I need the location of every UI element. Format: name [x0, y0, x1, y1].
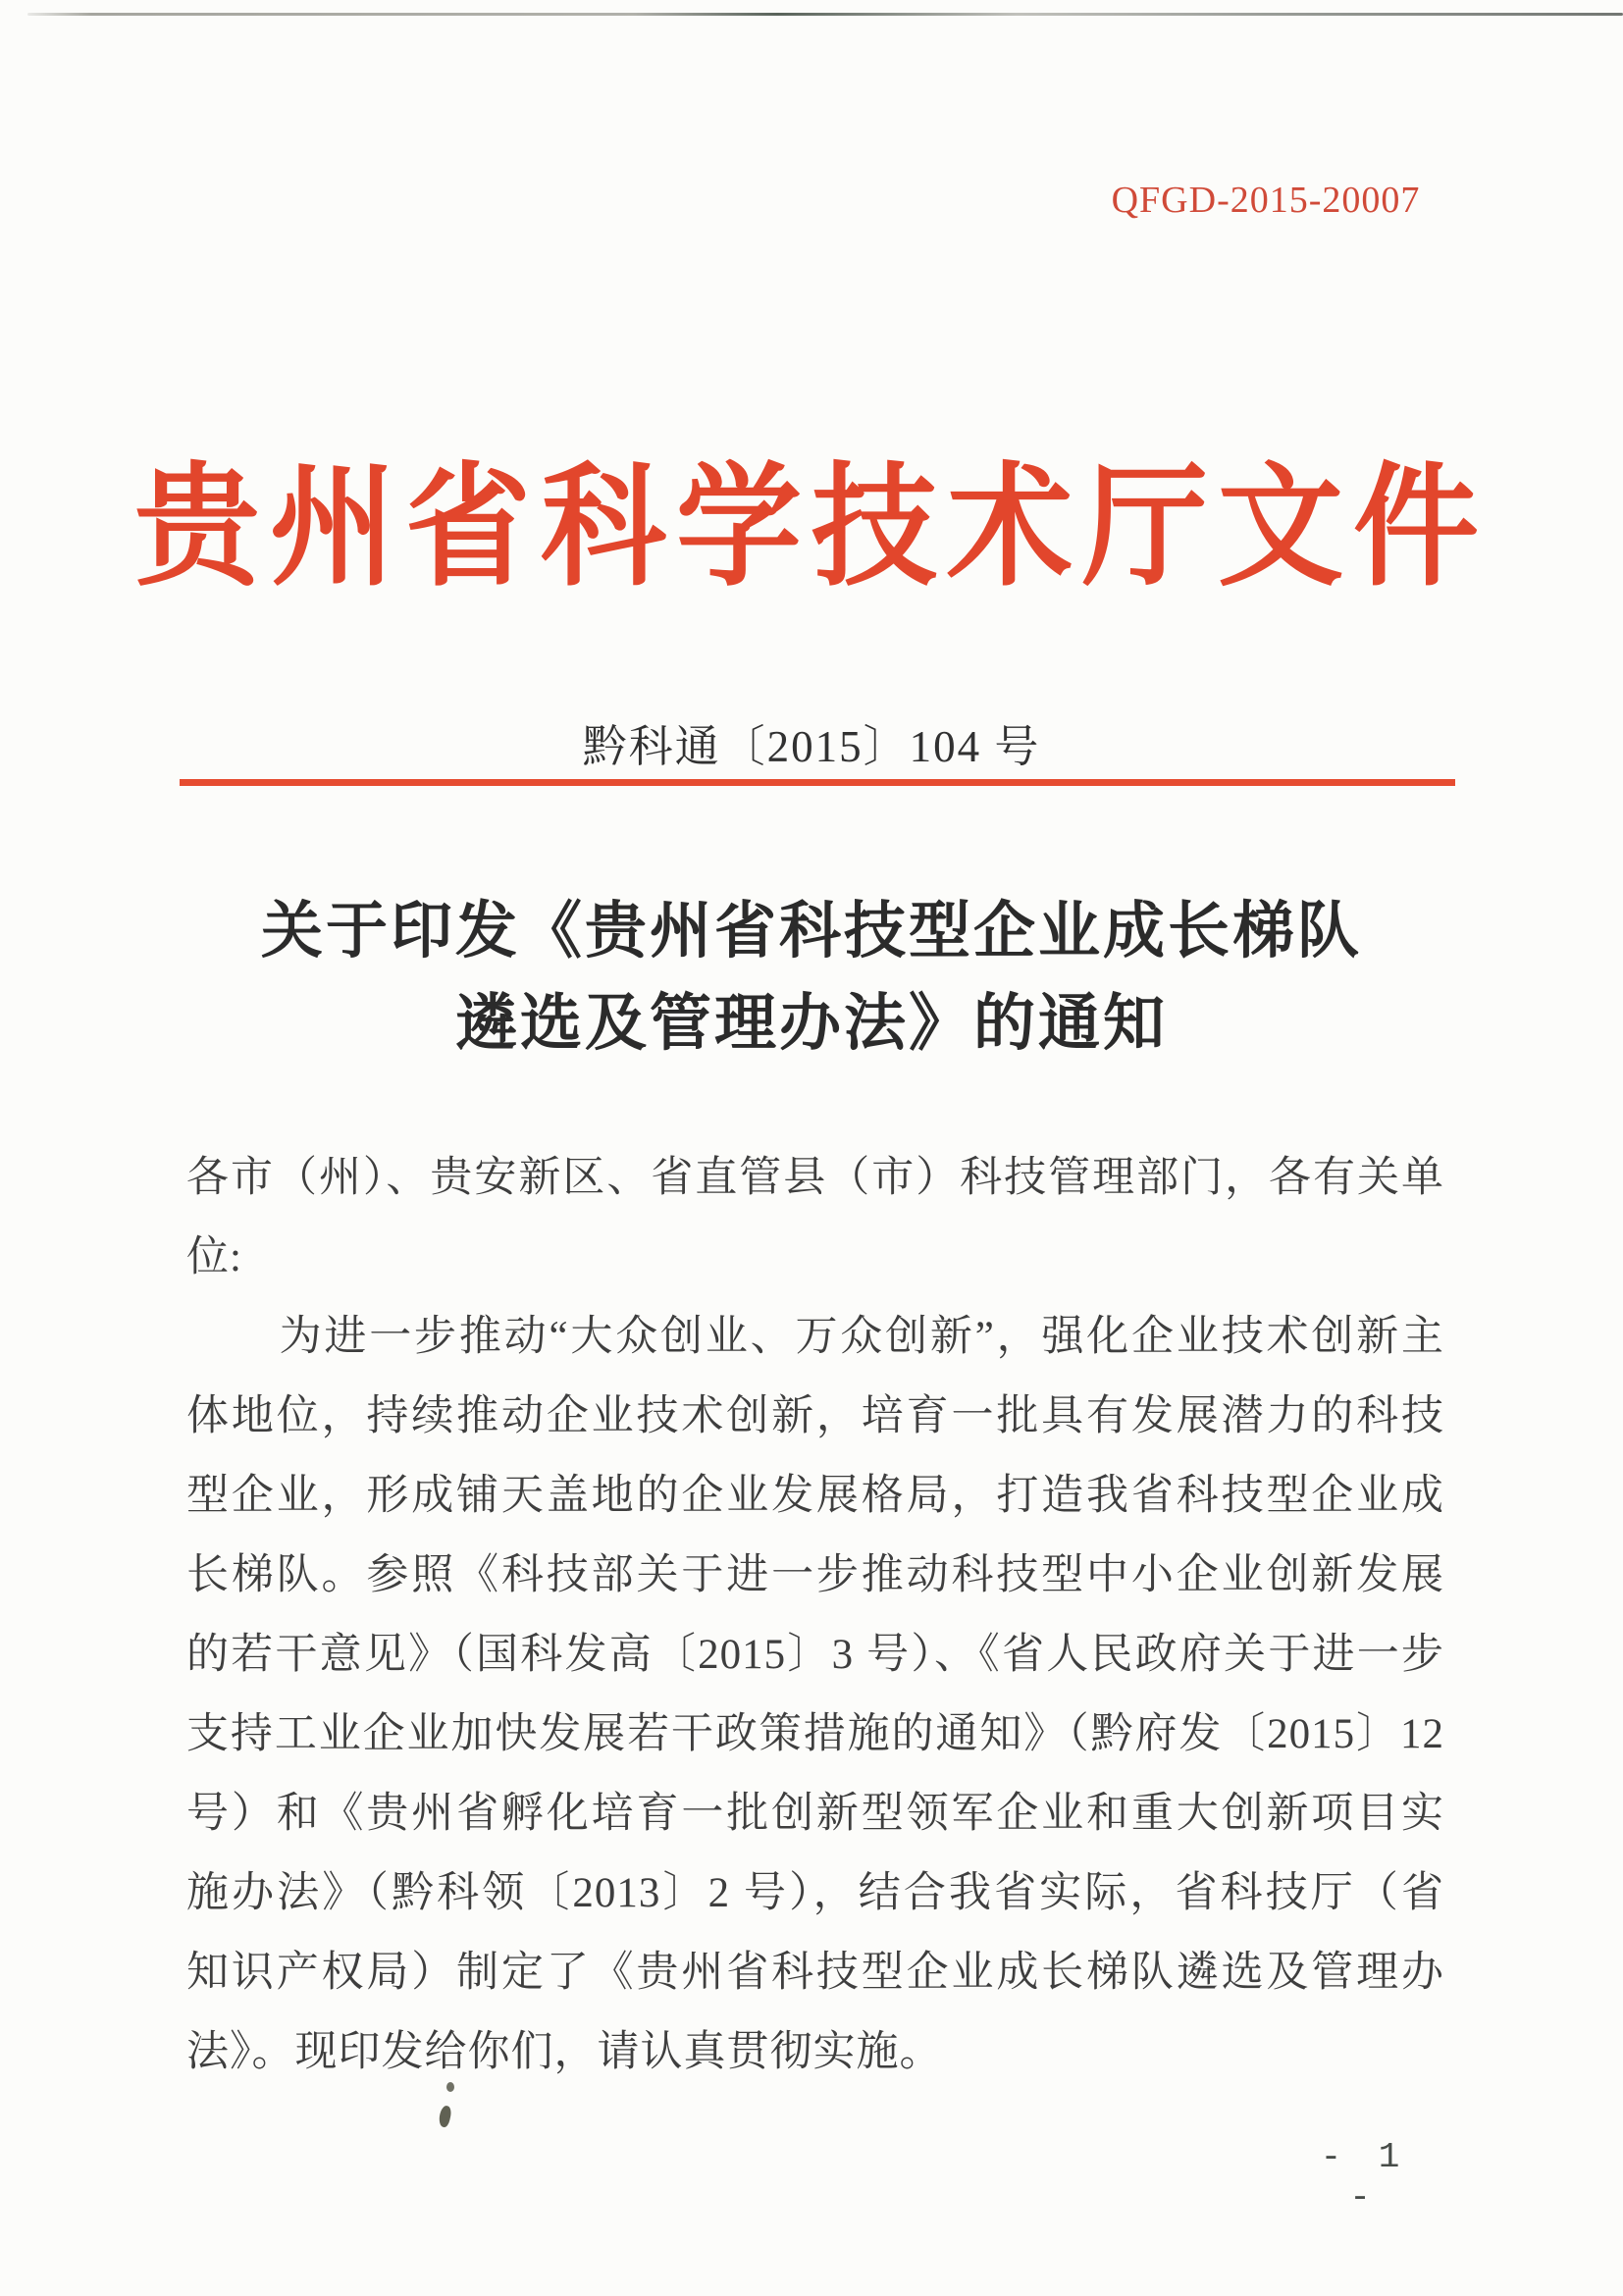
salutation-line: 各市（州）、贵安新区、省直管县（市）科技管理部门，各有关单 [186, 1155, 1444, 1201]
body-line: 号）和《贵州省孵化培育一批创新型领军企业和重大创新项目实 [186, 1791, 1444, 1837]
scan-edge-line [27, 13, 1623, 16]
agency-header-title: 贵州省科学技术厅文件 [133, 453, 1489, 602]
page-number: - 1 - [1320, 2137, 1408, 2218]
body-line: 法》。现印发给你们，请认真贯彻实施。 [186, 2029, 943, 2075]
body-line: 型企业，形成铺天盖地的企业发展格局，打造我省科技型企业成 [186, 1473, 1444, 1519]
body-line: 的若干意见》（国科发高〔2015〕3 号）、《省人民政府关于进一步 [186, 1632, 1444, 1678]
body-text [186, 1138, 1444, 2092]
doc-classification-code: QFGD-2015-20007 [1111, 180, 1421, 221]
document-number: 黔科通〔2015〕104 号 [582, 722, 1041, 771]
body-line: 支持工业企业加快发展若干政策措施的通知》（黔府发〔2015〕12 [186, 1711, 1444, 1757]
body-line: 施办法》（黔科领〔2013〕2 号），结合我省实际，省科技厅（省 [186, 1870, 1444, 1916]
notice-title-line-1: 关于印发《贵州省科技型企业成长梯队 [261, 897, 1362, 965]
notice-title [0, 885, 1623, 1070]
body-line: 体地位，持续推动企业技术创新，培育一批具有发展潜力的科技 [186, 1393, 1444, 1439]
ink-speck [446, 2082, 454, 2092]
salutation-line: 位: [186, 1234, 242, 1280]
notice-title-line-2: 遴选及管理办法》的通知 [455, 989, 1168, 1058]
body-line: 长梯队。参照《科技部关于进一步推动科技型中小企业创新发展 [186, 1552, 1444, 1598]
ink-speck [438, 2105, 452, 2128]
body-line: 为进一步推动“大众创业、万众创新”，强化企业技术创新主 [279, 1314, 1444, 1360]
red-separator-line [180, 779, 1455, 786]
body-line: 知识产权局）制定了《贵州省科技型企业成长梯队遴选及管理办 [186, 1950, 1444, 1996]
